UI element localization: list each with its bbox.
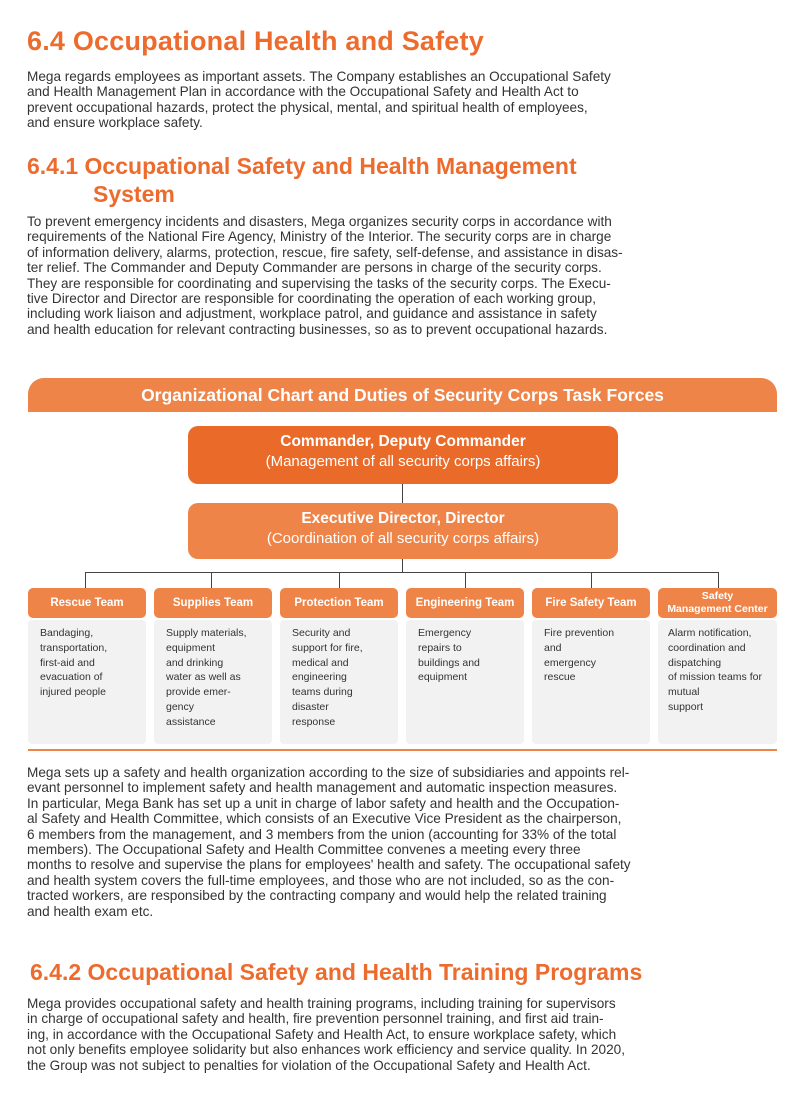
executive-title: Executive Director, Director: [301, 510, 505, 527]
duty-line: Security and: [292, 627, 351, 639]
duty-line: emergency: [544, 656, 596, 669]
organization-line: Mega sets up a safety and health organization according to the size of subsidiaries and appoints rel-: [27, 765, 630, 780]
training-line: the Group was not subject to penalties for violation of the Occupational Safety and Health Act.: [27, 1057, 591, 1073]
duty-line: gency: [166, 700, 195, 713]
org-chart-title: Organizational Chart and Duties of Security Corps Task Forces: [28, 378, 777, 412]
commander-box: [188, 426, 618, 484]
organization-line: and health exam etc.: [27, 903, 154, 919]
duty-line: provide emer-: [166, 686, 231, 699]
connector-line: [402, 484, 403, 504]
connector-line: [402, 559, 403, 572]
duty-line: Supply materials,: [166, 627, 247, 639]
duty-line: buildings and: [418, 656, 480, 669]
team-rescue: [28, 588, 146, 618]
duty-line: Bandaging,: [40, 627, 94, 639]
duty-line: and: [544, 641, 562, 654]
team-name: Fire Safety Team: [545, 596, 637, 609]
duty-line: first-aid and: [40, 656, 95, 669]
organization-paragraph: [27, 765, 779, 919]
duty-line: injured people: [40, 686, 106, 699]
connector-line: [591, 572, 592, 588]
management-line: To prevent emergency incidents and disasters, Mega organizes security corps in accordance with: [27, 214, 612, 229]
duty-line: Alarm notification,: [668, 627, 752, 639]
duty-line: equipment: [418, 671, 468, 684]
team-safety-management-center: [658, 588, 777, 618]
team-name: Supplies Team: [172, 596, 254, 609]
organization-line: months to resolve and supervise the plans for employees' health and safety. The occupational safety: [27, 857, 631, 873]
intro-line: and ensure workplace safety.: [27, 115, 203, 131]
management-line: requirements of the National Fire Agency, Ministry of the Interior. The security corps are in charge: [27, 229, 612, 245]
training-paragraph: [27, 996, 779, 1073]
intro-line: Mega regards employees as important assets. The Company establishes an Occupational Safety: [27, 69, 611, 84]
duty-line: engineering: [292, 671, 347, 684]
duty-line: rescue: [544, 671, 576, 684]
duty-line: dispatching: [668, 656, 722, 669]
duty-line: medical and: [292, 656, 349, 669]
team-name: Rescue Team: [50, 596, 124, 609]
duty-line: equipment: [166, 641, 216, 654]
connector-line: [85, 572, 86, 588]
chart-divider: [28, 749, 777, 751]
team-protection: [280, 588, 398, 618]
connector-line: [718, 572, 719, 588]
section-title: 6.4 Occupational Health and Safety: [27, 26, 484, 56]
team-name: Management Center: [667, 603, 768, 615]
connector-line: [85, 572, 719, 573]
team-engineering: [406, 588, 524, 618]
duty-line: coordination and: [668, 641, 746, 654]
training-line: ing, in accordance with the Occupational Safety and Health Act, to ensure workplace safety, which: [27, 1026, 617, 1042]
intro-line: prevent occupational hazards, protect the physical, mental, and spiritual health of employees,: [27, 99, 588, 115]
duty-line: evacuation of: [40, 671, 103, 684]
team-fire-safety-duties: [532, 620, 650, 744]
duty-line: mutual: [668, 686, 700, 699]
duty-line: assistance: [166, 715, 216, 728]
executive-box: [188, 503, 618, 559]
team-supplies-duties: [154, 620, 272, 744]
team-name: Safety: [701, 590, 734, 602]
duty-line: Emergency: [418, 627, 472, 639]
duty-line: support: [668, 700, 704, 713]
subsection-1-title: [27, 152, 577, 208]
team-fire-safety: [532, 588, 650, 618]
duty-line: of mission teams for: [668, 671, 762, 684]
duty-line: water as well as: [166, 671, 241, 684]
organization-line: members). The Occupational Safety and Health Committee convenes a meeting every three: [27, 842, 581, 858]
commander-title: Commander, Deputy Commander: [280, 433, 526, 450]
team-name: Engineering Team: [415, 596, 515, 609]
management-line: including work liaison and adjustment, workplace patrol, and guidance and assistance in safety: [27, 306, 597, 322]
subsection-2-title: 6.4.2 Occupational Safety and Health Training Programs: [30, 959, 643, 985]
management-line: They are responsible for coordinating and supervising the tasks of the security corps. The Execu-: [27, 275, 611, 291]
duty-line: repairs to: [418, 641, 462, 654]
training-line: Mega provides occupational safety and health training programs, including training for supervisors: [27, 996, 616, 1011]
duty-line: teams during: [292, 686, 353, 699]
team-engineering-duties: [406, 620, 524, 744]
duty-line: support for fire,: [292, 641, 363, 654]
subsection-1-title-line1: 6.4.1 Occupational Safety and Health Management: [27, 153, 577, 179]
organization-line: al Safety and Health Committee, which consists of an Executive Vice President as the chairperson,: [27, 811, 622, 827]
organization-line: and health system covers the full-time employees, and those who are not included, so as the con-: [27, 872, 615, 888]
management-line: of information delivery, alarms, protection, rescue, fire safety, self-defense, and assistance in disas-: [27, 244, 623, 260]
organization-line: In particular, Mega Bank has set up a unit in charge of labor safety and health and the Occupation-: [27, 795, 620, 811]
team-supplies: [154, 588, 272, 618]
subsection-1-title-line2: System: [93, 181, 175, 207]
duty-line: and drinking: [166, 656, 224, 669]
duty-line: transportation,: [40, 641, 108, 654]
team-name: Protection Team: [294, 596, 384, 609]
team-protection-duties: [280, 620, 398, 744]
team-rescue-duties: [28, 620, 146, 744]
duty-line: response: [292, 715, 336, 728]
training-line: in charge of occupational safety and health, fire prevention personnel training, and first aid train-: [27, 1011, 604, 1027]
connector-line: [211, 572, 212, 588]
organization-line: 6 members from the management, and 3 members from the union (accounting for 33% of the total: [27, 826, 617, 842]
executive-duty: (Coordination of all security corps affairs): [266, 530, 540, 547]
intro-paragraph: [27, 69, 779, 131]
management-paragraph: [27, 214, 779, 337]
connector-line: [465, 572, 466, 588]
management-line: ter relief. The Commander and Deputy Commander are persons in charge of the security corps.: [27, 260, 602, 276]
organization-line: tracted workers, are responsibed by the contracting company and would help the related training: [27, 888, 607, 904]
duty-line: disaster: [292, 700, 329, 713]
duty-line: Fire prevention: [544, 627, 615, 639]
management-line: tive Director and Director are responsible for coordinating the operation of each working group,: [27, 291, 596, 307]
commander-duty: (Management of all security corps affairs): [265, 453, 541, 470]
management-line: and health education for relevant contracting businesses, so as to prevent occupational hazards.: [27, 321, 608, 337]
organization-line: evant personnel to implement safety and health management and automatic inspection measures.: [27, 780, 618, 796]
team-safety-management-center-duties: [658, 620, 777, 744]
connector-line: [339, 572, 340, 588]
intro-line: and Health Management Plan in accordance with the Occupational Safety and Health Act to: [27, 84, 579, 100]
training-line: not only benefits employee solidarity but also enhances work efficiency and service quality. In 2020,: [27, 1042, 625, 1058]
